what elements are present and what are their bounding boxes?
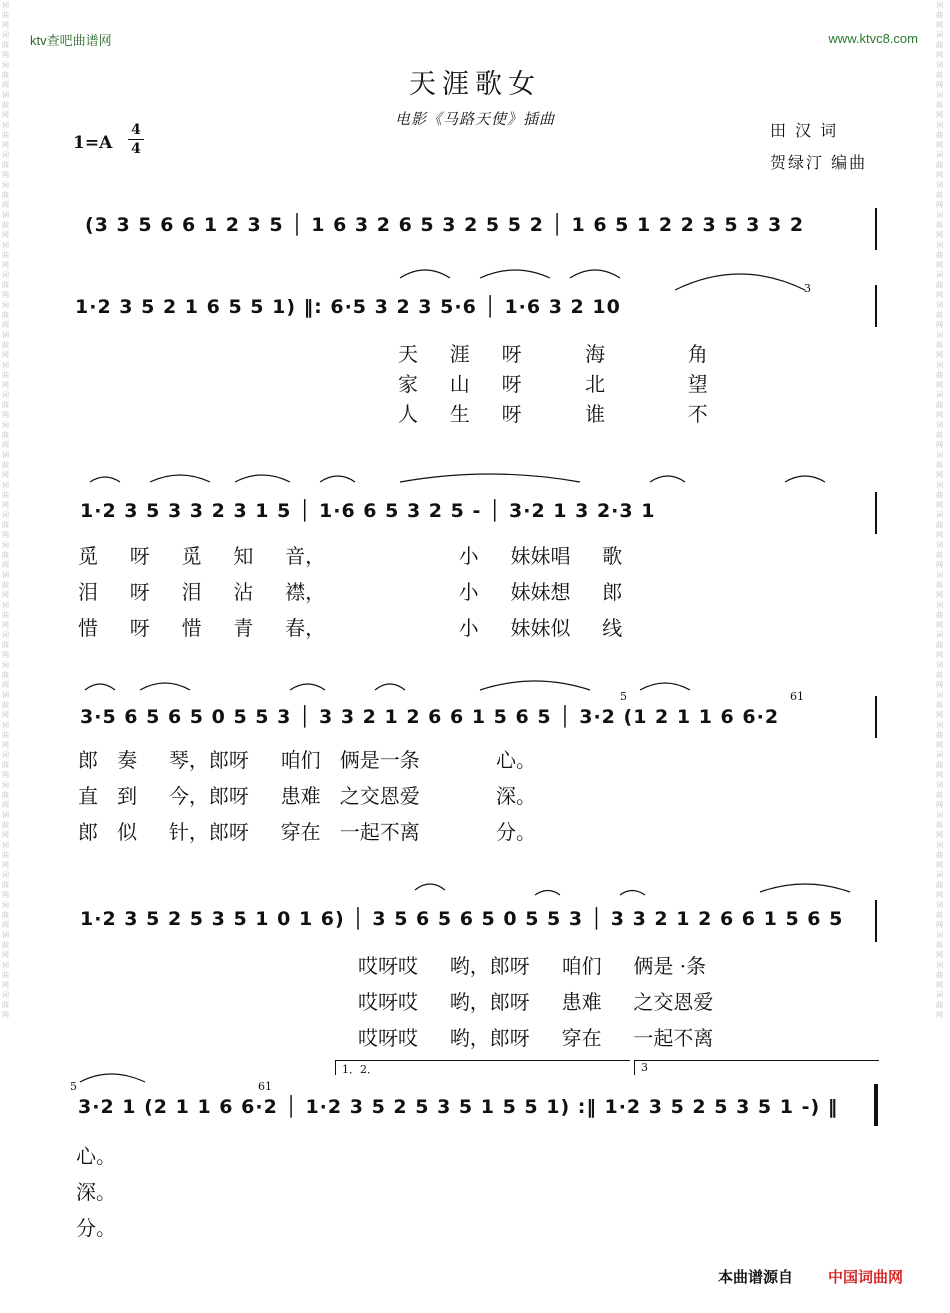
lyric-row-4-verse-3: 郎 似 针，郎呀 穿在 一起不离 分。 bbox=[78, 820, 537, 844]
key-signature: 1=A bbox=[73, 133, 113, 153]
barline bbox=[875, 492, 877, 534]
first-ending-bracket: 1．2． bbox=[335, 1060, 630, 1075]
site-label-right: www.ktvc8.com bbox=[828, 31, 918, 46]
lyric-row-6-verse-2: 深。 bbox=[76, 1180, 116, 1204]
arranger-credit: 贺绿汀 编曲 bbox=[770, 153, 868, 172]
lyric-row-2-verse-2: 家 山 呀 北 望 bbox=[398, 372, 708, 396]
lyric-row-5-verse-2: 哎呀哎 哟，郎呀 患难 之交恩爱 bbox=[358, 990, 714, 1014]
footer-source-label: 本曲谱源自 bbox=[718, 1269, 794, 1286]
notation-row-3: 1·2 3 5 3 3 2 3 1 5 │ 1·6 6 5 3 2 5 - │ 3·2 1 3 2·3 1 bbox=[80, 500, 656, 522]
lyric-row-3-verse-1: 觅 呀 觅 知 音， 小 妹妹唱 歌 bbox=[78, 544, 623, 568]
song-title: 天涯歌女 bbox=[409, 69, 541, 100]
left-edge-watermark: 词曲网词曲网词曲网词曲网词曲网词曲网词曲网词曲网词曲网词曲网词曲网词曲网词曲网词曲网词曲网词曲网词曲网词曲网词曲网词曲网词曲网词曲网词曲网词曲网词曲网词曲网词曲网词曲网词曲网词曲网词曲网词曲网词曲网词曲网 bbox=[2, 1, 9, 1019]
lyric-row-3-verse-3: 惜 呀 惜 青 春， 小 妹妹似 线 bbox=[78, 616, 623, 640]
barline bbox=[875, 900, 877, 942]
grace-mark: 61 bbox=[258, 1080, 272, 1093]
lyric-row-4-verse-2: 直 到 今，郎呀 患难 之交恩爱 深。 bbox=[78, 784, 537, 808]
lyric-row-3-verse-2: 泪 呀 泪 沾 襟， 小 妹妹想 郎 bbox=[78, 580, 623, 604]
lyricist-credit: 田 汉 词 bbox=[770, 121, 839, 140]
time-denominator: 4 bbox=[131, 141, 141, 157]
lyric-row-4-verse-1: 郎 奏 琴，郎呀 咱们 俩是一条 心。 bbox=[78, 748, 537, 772]
barline bbox=[875, 285, 877, 327]
grace-mark: 61 bbox=[790, 690, 804, 703]
grace-mark: 3 bbox=[804, 282, 811, 295]
lyric-row-6-verse-3: 分。 bbox=[76, 1216, 116, 1240]
notation-row-5: 1·2 3 5 2 5 3 5 1 0 1 6) │ 3 5 6 5 6 5 0 5 5 3 │ 3 3 2 1 2 6 6 1 5 6 5 bbox=[80, 908, 844, 930]
site-label-left: ktv查吧曲谱网 bbox=[30, 33, 112, 48]
barline bbox=[875, 696, 877, 738]
lyric-row-5-verse-3: 哎呀哎 哟，郎呀 穿在 一起不离 bbox=[358, 1026, 714, 1050]
notation-row-6: 3·2 1 (2 1 1 6 6·2 │ 1·2 3 5 2 5 3 5 1 5 5 1) :‖ 1·2 3 5 2 5 3 5 1 -) ‖ bbox=[78, 1096, 839, 1118]
footer-site-link[interactable]: 中国词曲网 bbox=[828, 1269, 904, 1286]
lyric-row-5-verse-1: 哎呀哎 哟，郎呀 咱们 俩是 ·条 bbox=[358, 954, 707, 978]
lyric-row-6-verse-1: 心。 bbox=[76, 1144, 116, 1168]
final-barline bbox=[874, 1084, 878, 1126]
right-edge-watermark: 词曲网词曲网词曲网词曲网词曲网词曲网词曲网词曲网词曲网词曲网词曲网词曲网词曲网词曲网词曲网词曲网词曲网词曲网词曲网词曲网词曲网词曲网词曲网词曲网词曲网词曲网词曲网词曲网词曲网词曲网词曲网词曲网词曲网词曲网 bbox=[936, 1, 943, 1019]
barline bbox=[875, 208, 877, 250]
lyric-row-2-verse-3: 人 生 呀 谁 不 bbox=[398, 402, 708, 426]
notation-row-4: 3·5 6 5 6 5 0 5 5 3 │ 3 3 2 1 2 6 6 1 5 6 5 │ 3·2 (1 2 1 1 6 6·2 bbox=[80, 706, 780, 728]
notation-row-1: (3 3 5 6 6 1 2 3 5 │ 1 6 3 2 6 5 3 2 5 5 2 │ 1 6 5 1 2 2 3 5 3 3 2 bbox=[85, 214, 805, 236]
grace-mark: 5 bbox=[620, 690, 627, 703]
notation-row-2: 1·2 3 5 2 1 6 5 5 1) ‖: 6·5 3 2 3 5·6 │ 1·6 3 2 10 bbox=[75, 296, 621, 318]
lyric-row-2-verse-1: 天 涯 呀 海 角 bbox=[398, 342, 708, 366]
second-ending-bracket: 3 bbox=[634, 1060, 879, 1075]
grace-mark: 5 bbox=[70, 1080, 77, 1093]
time-numerator: 4 bbox=[131, 122, 141, 138]
song-subtitle: 电影《马路天使》插曲 bbox=[394, 110, 555, 128]
